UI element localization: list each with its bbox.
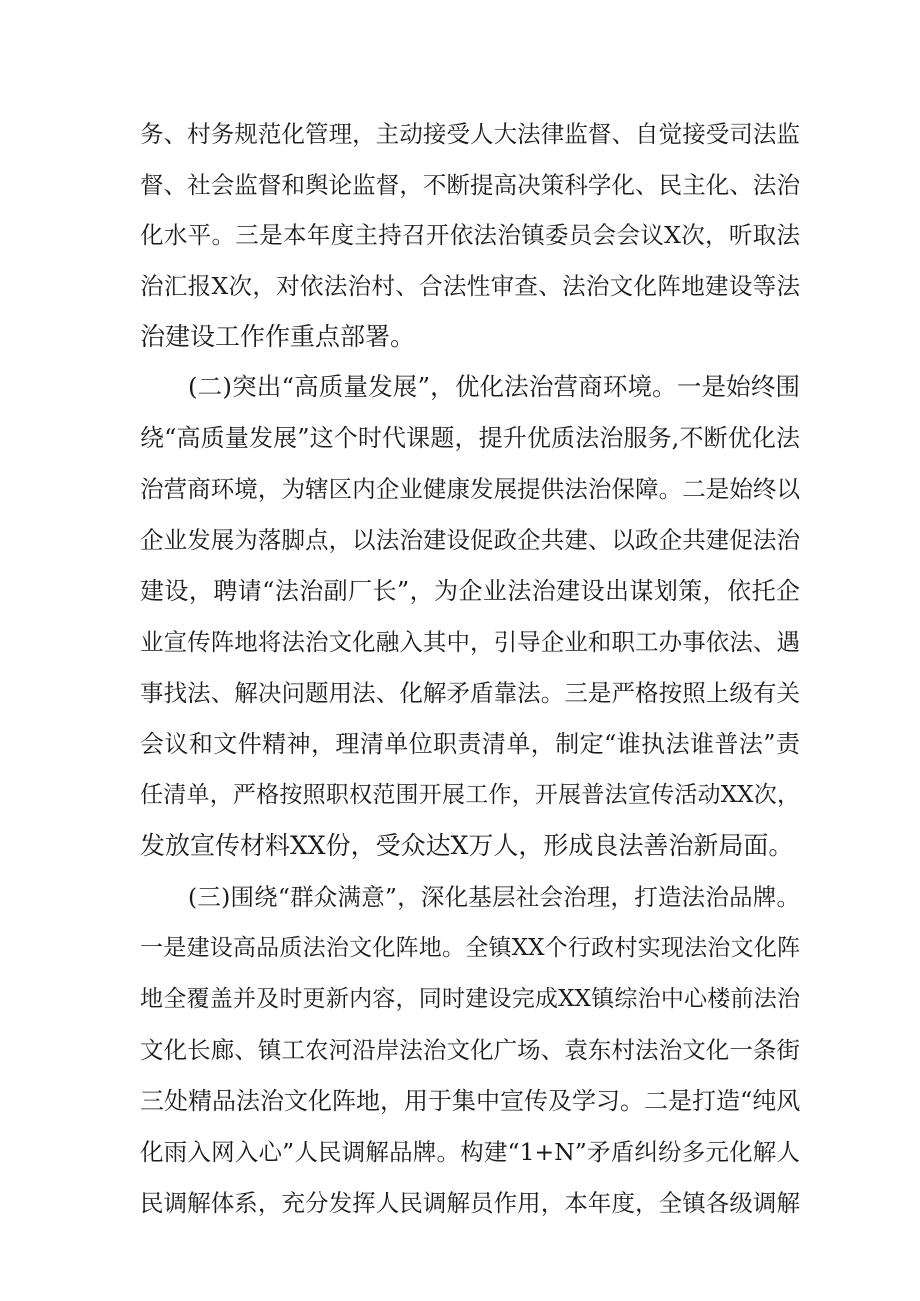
paragraph-line: 文化长廊、镇工农河沿岸法治文化广场、袁东村法治文化一条街 [140, 1036, 800, 1064]
paragraph-line: 一是建设高品质法治文化阵地。全镇XX个行政村实现法治文化阵 [140, 935, 800, 961]
paragraph-line: 业宣传阵地将法治文化融入其中，引导企业和职工办事依法、遇 [140, 628, 800, 656]
paragraph-line: 务、村务规范化管理，主动接受人大法律监督、自觉接受司法监 [140, 120, 800, 148]
paragraph-line: 绕“高质量发展”这个时代课题，提升优质法治服务,不断优化法 [140, 424, 800, 452]
paragraph-line: 会议和文件精神，理清单位职责清单，制定“谁执法谁普法”责 [140, 730, 800, 758]
paragraph-line: 任清单，严格按照职权范围开展工作，开展普法宣传活动XX次， [140, 782, 800, 808]
paragraph-line: 三处精品法治文化阵地，用于集中宣传及学习。二是打造“纯风 [140, 1087, 801, 1115]
paragraph-line: 治建设工作作重点部署。 [140, 322, 416, 351]
paragraph-line: 企业发展为落脚点，以法治建设促政企共建、以政企共建促法治 [140, 526, 800, 554]
paragraph-line: 事找法、解决问题用法、化解矛盾靠法。三是严格按照上级有关 [140, 679, 800, 707]
paragraph-line: 化水平。三是本年度主持召开依法治镇委员会会议X次，听取法 [140, 221, 800, 249]
paragraph-line: 地全覆盖并及时更新内容，同时建设完成XX镇综治中心楼前法治 [140, 986, 800, 1012]
paragraph-line: 建设，聘请“法治副厂长”，为企业法治建设出谋划策，依托企 [140, 577, 800, 605]
paragraph-line: 化雨入网入心”人民调解品牌。构建“1+N”矛盾纠纷多元化解人 [140, 1138, 800, 1166]
section-heading-line: (三)围绕“群众满意”，深化基层社会治理，打造法治品牌。 [188, 883, 800, 911]
paragraph-line: 治营商环境，为辖区内企业健康发展提供法治保障。二是始终以 [140, 475, 800, 503]
paragraph-line: 发放宣传材料XX份，受众达X万人，形成良法善治新局面。 [140, 831, 794, 860]
section-heading-line: (二)突出“高质量发展”，优化法治营商环境。一是始终围 [188, 372, 800, 401]
paragraph-line: 民调解体系，充分发挥人民调解员作用，本年度，全镇各级调解 [140, 1189, 800, 1217]
paragraph-line: 督、社会监督和舆论监督，不断提高决策科学化、民主化、法治 [140, 171, 800, 199]
paragraph-line: 治汇报X次，对依法治村、合法性审查、法治文化阵地建设等法 [140, 272, 800, 300]
